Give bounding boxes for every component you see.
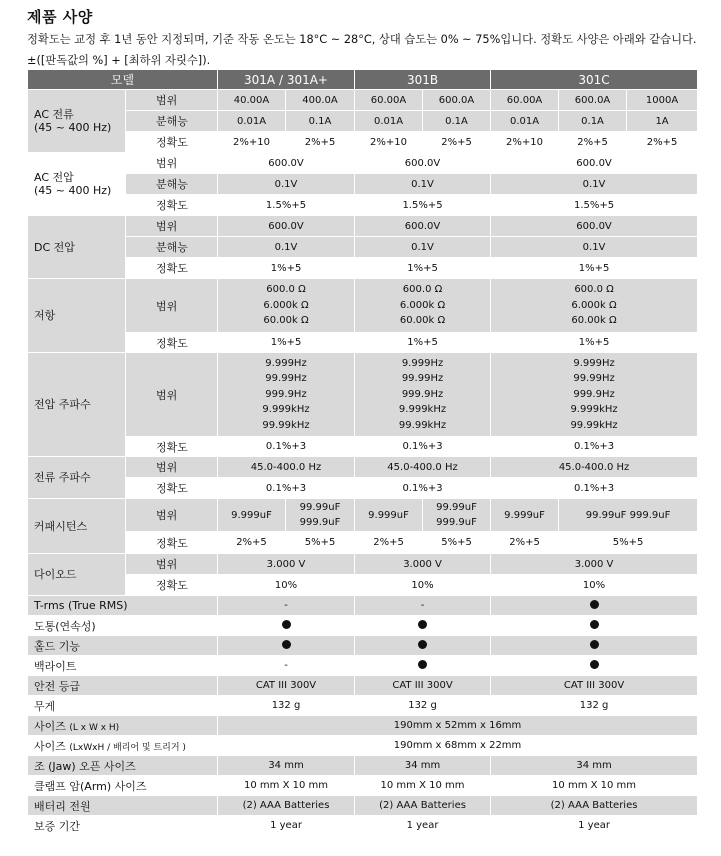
voltage-freq-range-301a <box>218 353 355 437</box>
table-cell: 600.0A <box>423 90 491 111</box>
table-cell: 2%+5 <box>286 132 355 153</box>
table-cell: 99.99kHz <box>570 419 618 431</box>
table-cell: 99.99kHz <box>398 419 447 431</box>
table-cell: 1%+5 <box>491 333 698 353</box>
bullet-icon <box>418 640 427 649</box>
ac-current-label <box>28 90 126 153</box>
accuracy-label: 정확도 <box>126 437 218 457</box>
table-cell: 40.00A <box>218 90 286 111</box>
table-cell <box>355 616 491 636</box>
table-cell: (2) AAA Batteries <box>491 796 698 816</box>
table-row <box>28 216 698 237</box>
voltage-freq-label: 전압 주파수 <box>28 353 126 457</box>
table-cell: 10% <box>491 575 698 596</box>
table-cell: 5%+5 <box>286 532 355 554</box>
table-row <box>28 554 698 575</box>
table-cell: 2%+5 <box>218 532 286 554</box>
safety-label: 안전 등급 <box>28 676 218 696</box>
table-row <box>28 656 698 676</box>
table-row <box>28 111 698 132</box>
intro-line-1: 정확도는 교정 후 1년 동안 지정되며, 기준 작동 온도는 18°C ~ 28°C, 상대 습도는 0% ~ 75%입니다. 정확도 사양은 아래와 같습니다. <box>27 33 697 46</box>
table-cell: 45.0-400.0 Hz <box>491 457 698 478</box>
table-row <box>28 237 698 258</box>
resolution-label: 분해능 <box>126 237 218 258</box>
bullet-icon <box>590 620 599 629</box>
table-cell: (2) AAA Batteries <box>218 796 355 816</box>
table-cell: 190mm x 52mm x 16mm <box>218 716 698 736</box>
table-cell: 0.1V <box>491 174 698 195</box>
table-cell: 2%+10 <box>491 132 559 153</box>
table-cell: 99.99kHz <box>262 419 310 431</box>
table-row <box>28 696 698 716</box>
table-cell: 99.99Hz <box>265 373 307 385</box>
table-cell: 999.9Hz <box>265 388 307 400</box>
table-cell: 999.9Hz <box>401 388 444 400</box>
table-cell: 0.1%+3 <box>355 478 491 499</box>
table-row <box>28 499 698 532</box>
table-cell: - <box>218 656 355 676</box>
ac-voltage-label <box>28 153 126 216</box>
table-row <box>28 756 698 776</box>
bullet-icon <box>590 600 599 609</box>
table-row <box>28 258 698 279</box>
table-cell: 45.0-400.0 Hz <box>355 457 491 478</box>
table-cell: 5%+5 <box>423 532 491 554</box>
table-cell: 600.0 Ω <box>266 284 306 296</box>
table-cell: 0.1A <box>559 111 627 132</box>
table-cell: 1%+5 <box>491 258 698 279</box>
backlight-label: 백라이트 <box>28 656 218 676</box>
range-label: 범위 <box>126 279 218 333</box>
range-label: 범위 <box>126 353 218 437</box>
capacitance-range-301b-high <box>423 499 491 532</box>
table-cell: - <box>355 596 491 616</box>
table-cell: 3.000 V <box>355 554 491 575</box>
table-cell: 0.1V <box>218 237 355 258</box>
page-title: 제품 사양 <box>27 8 93 26</box>
table-cell: 99.99uF <box>299 501 341 513</box>
table-row <box>28 532 698 554</box>
trms-label: T-rms (True RMS) <box>28 596 218 616</box>
table-cell: - <box>218 596 355 616</box>
table-cell: 999.9uF <box>299 517 341 528</box>
table-cell: 9.999kHz <box>262 404 310 416</box>
header-301b: 301B <box>355 70 491 90</box>
table-cell: 999.9Hz <box>573 388 615 400</box>
table-cell: 9.999uF <box>355 499 423 532</box>
table-cell: 60.00k Ω <box>571 315 617 327</box>
table-cell: 0.1%+3 <box>218 437 355 457</box>
ac-voltage-name: AC 전압 <box>34 171 74 184</box>
table-cell: (2) AAA Batteries <box>355 796 491 816</box>
table-cell <box>491 656 698 676</box>
table-cell: 10% <box>218 575 355 596</box>
table-cell: 10 mm X 10 mm <box>491 776 698 796</box>
range-label: 범위 <box>126 90 218 111</box>
table-cell: 60.00A <box>491 90 559 111</box>
table-row <box>28 736 698 756</box>
table-cell <box>218 616 355 636</box>
table-cell: 9.999uF <box>491 499 559 532</box>
table-cell: 0.1V <box>218 174 355 195</box>
spec-table <box>27 69 698 836</box>
diode-label: 다이오드 <box>28 554 126 596</box>
table-cell: 190mm x 68mm x 22mm <box>218 736 698 756</box>
table-row <box>28 616 698 636</box>
table-cell: 0.01A <box>355 111 423 132</box>
table-cell: 2%+5 <box>559 132 627 153</box>
table-cell: 2%+10 <box>218 132 286 153</box>
table-cell: 0.1%+3 <box>218 478 355 499</box>
table-cell: 3.000 V <box>218 554 355 575</box>
table-row <box>28 776 698 796</box>
voltage-freq-range-301c <box>491 353 698 437</box>
accuracy-label: 정확도 <box>126 575 218 596</box>
table-cell: 1 year <box>491 816 698 836</box>
bullet-icon <box>418 620 427 629</box>
table-cell: 2%+5 <box>491 532 559 554</box>
table-cell: 34 mm <box>218 756 355 776</box>
table-cell: 600.0V <box>491 216 698 237</box>
table-row <box>28 153 698 174</box>
weight-label: 무게 <box>28 696 218 716</box>
table-cell: 132 g <box>355 696 491 716</box>
table-row <box>28 174 698 195</box>
table-cell: 0.1V <box>355 174 491 195</box>
table-cell: 600.0 Ω <box>402 284 443 296</box>
intro-line-2: ±([판독값의 %] + [최하위 자릿수]). <box>27 54 211 67</box>
table-row <box>28 478 698 499</box>
table-cell: 99.99uF 999.9uF <box>559 499 698 532</box>
table-row <box>28 676 698 696</box>
range-label: 범위 <box>126 216 218 237</box>
table-cell: 34 mm <box>355 756 491 776</box>
table-cell: 1%+5 <box>355 258 491 279</box>
bullet-icon <box>282 620 291 629</box>
header-row <box>28 70 698 90</box>
table-cell: 0.1%+3 <box>355 437 491 457</box>
continuity-label: 도통(연속성) <box>28 616 218 636</box>
voltage-freq-range-301b <box>355 353 491 437</box>
accuracy-label: 정확도 <box>126 333 218 353</box>
table-cell: 600.0A <box>559 90 627 111</box>
resolution-label: 분해능 <box>126 111 218 132</box>
range-label: 범위 <box>126 457 218 478</box>
accuracy-label: 정확도 <box>126 195 218 216</box>
table-cell: 34 mm <box>491 756 698 776</box>
bullet-icon <box>418 660 427 669</box>
size-label <box>28 716 218 736</box>
jaw-label: 조 (Jaw) 오픈 사이즈 <box>28 756 218 776</box>
table-row <box>28 716 698 736</box>
size-barrier-label <box>28 736 218 756</box>
accuracy-label: 정확도 <box>126 478 218 499</box>
table-cell: 1 year <box>355 816 491 836</box>
table-row <box>28 353 698 437</box>
table-cell: 1000A <box>627 90 698 111</box>
table-cell: 0.1%+3 <box>491 437 698 457</box>
ac-current-name: AC 전류 <box>34 108 74 121</box>
table-cell: CAT III 300V <box>218 676 355 696</box>
table-cell: 6.000k Ω <box>399 299 446 311</box>
table-cell: 9.999Hz <box>401 357 444 369</box>
table-cell: 1.5%+5 <box>355 195 491 216</box>
table-cell: 1%+5 <box>218 333 355 353</box>
resistance-range-301a <box>218 279 355 333</box>
table-cell: 2%+5 <box>423 132 491 153</box>
table-cell: 132 g <box>218 696 355 716</box>
table-cell: 0.1A <box>286 111 355 132</box>
table-cell: 10% <box>355 575 491 596</box>
table-cell: 999.9uF <box>436 517 477 528</box>
table-cell: 2%+5 <box>627 132 698 153</box>
table-cell: 10 mm X 10 mm <box>355 776 491 796</box>
ac-voltage-freq: (45 ~ 400 Hz) <box>34 184 112 197</box>
table-cell <box>218 636 355 656</box>
intro-text <box>27 29 707 71</box>
table-cell <box>491 596 698 616</box>
range-label: 범위 <box>126 153 218 174</box>
size2-sub: (LxWxH / 배리어 및 트리거 ) <box>69 742 186 753</box>
table-cell: 60.00k Ω <box>263 315 309 327</box>
table-cell: 600.0 Ω <box>574 284 614 296</box>
table-cell: 5%+5 <box>559 532 698 554</box>
accuracy-label: 정확도 <box>126 132 218 153</box>
hold-label: 홀드 기능 <box>28 636 218 656</box>
resistance-range-301c <box>491 279 698 333</box>
table-cell: 1%+5 <box>355 333 491 353</box>
table-cell <box>491 636 698 656</box>
table-cell: 132 g <box>491 696 698 716</box>
header-model: 모델 <box>28 70 218 90</box>
table-cell: 600.0V <box>218 153 355 174</box>
table-row <box>28 195 698 216</box>
dc-voltage-label: DC 전압 <box>28 216 126 279</box>
table-cell: 2%+5 <box>355 532 423 554</box>
warranty-label: 보증 기간 <box>28 816 218 836</box>
table-row <box>28 816 698 836</box>
table-cell: 3.000 V <box>491 554 698 575</box>
table-row <box>28 333 698 353</box>
header-301c: 301C <box>491 70 698 90</box>
table-cell: CAT III 300V <box>355 676 491 696</box>
bullet-icon <box>590 660 599 669</box>
table-cell: 2%+10 <box>355 132 423 153</box>
table-cell: 60.00A <box>355 90 423 111</box>
table-cell: 6.000k Ω <box>571 299 617 311</box>
table-cell: 9.999Hz <box>573 357 615 369</box>
table-cell: 99.99Hz <box>573 373 615 385</box>
table-cell: 1.5%+5 <box>491 195 698 216</box>
capacitance-range-301a-high <box>286 499 355 532</box>
battery-label: 배터리 전원 <box>28 796 218 816</box>
accuracy-label: 정확도 <box>126 532 218 554</box>
accuracy-label: 정확도 <box>126 258 218 279</box>
bullet-icon <box>282 640 291 649</box>
table-cell: 600.0V <box>491 153 698 174</box>
range-label: 범위 <box>126 499 218 532</box>
table-cell: 1A <box>627 111 698 132</box>
table-cell: 600.0V <box>355 153 491 174</box>
table-cell: 99.99Hz <box>401 373 444 385</box>
table-cell: 0.1A <box>423 111 491 132</box>
table-cell: 0.01A <box>491 111 559 132</box>
table-cell: 10 mm X 10 mm <box>218 776 355 796</box>
current-freq-label: 전류 주파수 <box>28 457 126 499</box>
bullet-icon <box>590 640 599 649</box>
size-sub: (L x W x H) <box>69 722 120 733</box>
table-cell: 45.0-400.0 Hz <box>218 457 355 478</box>
table-row <box>28 796 698 816</box>
table-cell: 99.99uF <box>436 501 477 513</box>
table-cell: 600.0V <box>218 216 355 237</box>
size-name: 사이즈 <box>34 719 66 733</box>
table-row <box>28 457 698 478</box>
table-row <box>28 132 698 153</box>
resolution-label: 분해능 <box>126 174 218 195</box>
ac-current-freq: (45 ~ 400 Hz) <box>34 121 112 134</box>
table-cell: 0.1V <box>491 237 698 258</box>
table-cell: 9.999Hz <box>265 357 307 369</box>
size2-name: 사이즈 <box>34 739 66 753</box>
clamp-label: 클램프 암(Arm) 사이즈 <box>28 776 218 796</box>
table-cell: 0.1V <box>355 237 491 258</box>
table-cell: 1%+5 <box>218 258 355 279</box>
table-cell: 9.999kHz <box>570 404 618 416</box>
range-label: 범위 <box>126 554 218 575</box>
table-row <box>28 575 698 596</box>
resistance-range-301b <box>355 279 491 333</box>
table-cell: CAT III 300V <box>491 676 698 696</box>
table-cell: 60.00k Ω <box>399 315 446 327</box>
table-cell <box>491 616 698 636</box>
table-cell: 0.1%+3 <box>491 478 698 499</box>
table-cell: 9.999uF <box>218 499 286 532</box>
table-row <box>28 279 698 333</box>
resistance-label: 저항 <box>28 279 126 353</box>
table-cell: 400.0A <box>286 90 355 111</box>
table-cell: 1 year <box>218 816 355 836</box>
table-row <box>28 596 698 616</box>
table-cell <box>355 656 491 676</box>
table-row <box>28 636 698 656</box>
table-cell <box>355 636 491 656</box>
table-row <box>28 437 698 457</box>
table-row <box>28 90 698 111</box>
table-cell: 6.000k Ω <box>263 299 309 311</box>
capacitance-label: 커패시턴스 <box>28 499 126 554</box>
table-cell: 1.5%+5 <box>218 195 355 216</box>
table-cell: 600.0V <box>355 216 491 237</box>
header-301a: 301A / 301A+ <box>218 70 355 90</box>
table-cell: 9.999kHz <box>398 404 447 416</box>
table-cell: 0.01A <box>218 111 286 132</box>
